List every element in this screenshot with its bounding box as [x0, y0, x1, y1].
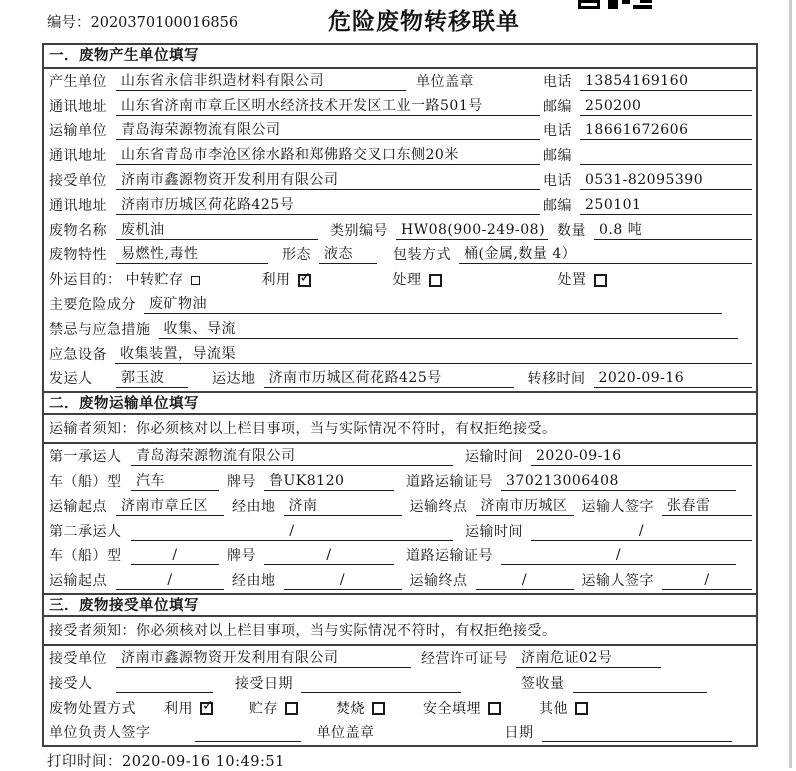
page-title: 危险废物转移联单: [328, 9, 520, 35]
option-label: 利用: [261, 272, 291, 289]
via-label: 经由地: [232, 573, 276, 590]
purpose-option-transfer-storage: [126, 272, 200, 289]
print-time-label: 打印时间：: [47, 754, 122, 770]
option-label: 中转贮存: [125, 272, 184, 289]
date-value: [542, 725, 732, 742]
address-label: 通讯地址: [49, 148, 107, 165]
plate-label: 牌号: [227, 473, 256, 490]
zip-value: [580, 148, 752, 165]
acceptor-value: [116, 676, 213, 693]
print-time-value: 2020-09-16 10:49:51: [122, 754, 285, 770]
destination-label: 运达地: [212, 371, 256, 388]
responsible-signature-value: [195, 725, 301, 742]
transport-unit-label: 运输单位: [49, 123, 107, 140]
accepting-unit-value: 济南市鑫源物资开发利用有限公司: [116, 650, 411, 668]
sender-value: 郭玉波: [116, 370, 188, 388]
carrier-signature-label: 运输人签字: [581, 498, 654, 515]
hazard-component-label: 主要危险成分: [49, 296, 136, 313]
emergency-equipment-row: [44, 342, 756, 367]
route-end-value: /: [476, 572, 574, 590]
responsible-signature-row: [44, 721, 756, 746]
zip-label: 邮编: [543, 148, 572, 165]
accept-date-value: [301, 676, 461, 693]
checkbox-icon: [488, 702, 501, 715]
section-2-header: 二．废物运输单位填写: [44, 391, 756, 415]
sender-row: [44, 367, 756, 392]
quantity-label: 数量: [557, 222, 586, 239]
qr-block: [640, 0, 652, 3]
first-carrier-row: [44, 444, 756, 469]
address-value: 济南市历城区荷花路425号: [116, 197, 540, 215]
vehicle-type-label: 车（船）型: [49, 548, 122, 565]
hazard-component-value: 废矿物油: [144, 296, 722, 314]
accept-date-label: 接受日期: [235, 675, 293, 692]
form-state-label: 形态: [282, 247, 311, 264]
acceptor-row: [44, 671, 756, 696]
qr-block: [622, 0, 630, 4]
accepting-unit-label: 接受单位: [49, 650, 107, 667]
permit-number-label: 经营许可证号: [421, 650, 508, 667]
unit-seal-label: 单位盖章: [316, 725, 375, 742]
zip-value: 250101: [580, 197, 752, 215]
checkbox-icon: [298, 274, 311, 287]
emergency-measures-value: 收集、导流: [159, 321, 739, 339]
phone-label: 电话: [543, 73, 572, 90]
waste-traits-row: [44, 243, 756, 268]
second-carrier-row: [44, 519, 756, 544]
zip-label: 邮编: [543, 98, 572, 115]
phone-label: 电话: [543, 172, 572, 189]
checkbox-icon: [285, 702, 298, 715]
route-start-label: 运输起点: [49, 498, 107, 515]
option-label: 处置: [557, 272, 587, 289]
route-end-label: 运输终点: [409, 573, 468, 590]
purpose-row: [44, 267, 756, 292]
packaging-value: 桶(金属,数量 4）: [459, 246, 752, 264]
vehicle-type-label: 车（船）型: [49, 473, 122, 490]
page-edge-line: [789, 0, 792, 768]
vehicle-2-row: [44, 544, 756, 569]
receiver-unit-row: [44, 168, 756, 193]
packaging-label: 包装方式: [393, 247, 451, 264]
address-value: 山东省济南市章丘区明水经济技术开发区工业一路501号: [116, 98, 540, 116]
address-label: 通讯地址: [49, 197, 107, 214]
emergency-equipment-value: 收集装置，导流渠: [115, 346, 752, 364]
section-1-header: 一．废物产生单位填写: [44, 45, 756, 69]
producer-unit-value: 山东省永信非织造材料有限公司: [116, 73, 406, 91]
hazard-component-row: [44, 292, 756, 317]
sender-label: 发运人: [49, 371, 93, 388]
transport-time-value: /: [531, 523, 752, 541]
option-label: 处理: [392, 272, 422, 289]
transfer-time-value: 2020-09-16: [594, 370, 753, 388]
checkbox-icon: [372, 702, 385, 715]
address-label: 通讯地址: [49, 98, 107, 115]
option-label: 贮存: [249, 700, 278, 717]
category-code-label: 类别编号: [330, 222, 388, 239]
purpose-label: 外运目的：: [49, 272, 122, 289]
quantity-value: 0.8 吨: [594, 222, 752, 240]
road-license-label: 道路运输证号: [406, 548, 493, 565]
accepting-unit-row: [44, 646, 756, 671]
purpose-option-utilize: [262, 272, 311, 289]
phone-value: 18661672606: [580, 122, 752, 140]
vehicle-1-row: [44, 469, 756, 494]
plate-value: 鲁UK8120: [264, 473, 394, 491]
address-value: 山东省青岛市李沧区徐水路和郑佛路交叉口东侧20米: [116, 147, 540, 165]
received-quantity-value: [573, 676, 707, 693]
checkbox-icon: [191, 276, 200, 285]
section-producer: [44, 45, 756, 391]
option-label: 安全填埋: [423, 700, 481, 717]
route-start-value: /: [116, 572, 224, 590]
route-end-label: 运输终点: [409, 498, 468, 515]
receiver-unit-label: 接受单位: [49, 172, 107, 189]
emergency-measures-row: [44, 317, 756, 342]
qr-code-fragment-icon: [578, 0, 654, 10]
transport-time-label: 运输时间: [465, 449, 523, 466]
producer-unit-label: 产生单位: [49, 73, 107, 90]
checkbox-icon: [200, 702, 213, 715]
waste-traits-label: 废物特性: [49, 247, 107, 264]
transfer-form-table: [42, 43, 758, 747]
emergency-equipment-label: 应急设备: [49, 346, 107, 363]
plate-label: 牌号: [227, 548, 256, 565]
transport-time-value: 2020-09-16: [531, 448, 752, 466]
disposal-option-incinerate: [336, 701, 385, 718]
transport-unit-row: [44, 119, 756, 144]
disposal-option-store: [249, 701, 298, 718]
category-code-value: HW08(900-249-08): [396, 222, 548, 240]
vehicle-type-value: 汽车: [131, 473, 219, 491]
form-number-value: 2020370100016856: [90, 15, 239, 31]
route-start-value: 济南市章丘区: [116, 498, 224, 516]
phone-label: 电话: [543, 123, 572, 140]
qr-block: [608, 0, 618, 9]
transfer-time-label: 转移时间: [527, 371, 586, 388]
road-license-value: /: [501, 547, 736, 565]
zip-value: 250200: [580, 98, 752, 116]
route-2-row: [44, 568, 756, 593]
route-end-value: 济南市历城区: [476, 498, 574, 516]
destination-value: 济南市历城区荷花路425号: [264, 370, 514, 388]
permit-number-value: 济南危证02号: [516, 650, 661, 668]
carrier-signature-value: 张春雷: [662, 498, 752, 516]
disposal-method-label: 废物处置方式: [49, 700, 136, 717]
receiver-notice: 接受者须知：你必须核对以上栏目事项，当与实际情况不符时，有权拒绝接受。: [44, 617, 756, 646]
transport-address-row: [44, 143, 756, 168]
carrier-signature-label: 运输人签字: [581, 573, 654, 590]
acceptor-label: 接受人: [49, 675, 93, 692]
option-label: 焚烧: [336, 700, 365, 717]
first-carrier-value: 青岛海荣源物流有限公司: [131, 448, 453, 466]
receiver-address-row: [44, 193, 756, 218]
via-value: 济南: [284, 498, 402, 516]
via-label: 经由地: [232, 498, 276, 515]
road-license-label: 道路运输证号: [406, 473, 493, 490]
checkbox-icon: [575, 702, 588, 715]
emergency-measures-label: 禁忌与应急措施: [49, 321, 151, 338]
disposal-option-other: [539, 701, 588, 718]
plate-value: /: [264, 547, 394, 565]
first-carrier-label: 第一承运人: [49, 449, 122, 466]
route-start-label: 运输起点: [49, 573, 107, 590]
option-label: 利用: [164, 700, 193, 717]
second-carrier-value: /: [131, 523, 453, 541]
waste-traits-value: 易燃性,毒性: [116, 246, 268, 264]
disposal-option-landfill: [423, 701, 501, 718]
section-transporter: [44, 391, 756, 593]
purpose-option-dispose: [558, 272, 607, 289]
unit-seal-label: 单位盖章: [416, 73, 474, 90]
checkbox-icon: [594, 274, 607, 287]
form-state-value: 液态: [319, 246, 377, 264]
receiver-unit-value: 济南市鑫源物资开发利用有限公司: [116, 172, 540, 190]
road-license-value: 370213006408: [501, 473, 736, 491]
transport-time-label: 运输时间: [465, 523, 523, 540]
via-value: /: [284, 572, 402, 590]
vehicle-type-value: /: [131, 547, 219, 565]
option-label: 其他: [539, 700, 568, 717]
waste-name-row: [44, 218, 756, 243]
form-number: [47, 11, 238, 32]
section-3-header: 三．废物接受单位填写: [44, 593, 756, 617]
phone-value: 0531-82095390: [580, 172, 752, 190]
form-number-label: 编号：: [47, 15, 91, 31]
producer-unit-row: [44, 69, 756, 94]
purpose-option-treat: [393, 272, 442, 289]
phone-value: 13854169160: [580, 73, 752, 91]
second-carrier-label: 第二承运人: [49, 523, 122, 540]
received-quantity-label: 签收量: [521, 675, 565, 692]
disposal-method-row: [44, 696, 756, 721]
waste-name-value: 废机油: [116, 222, 318, 240]
carrier-signature-value: /: [662, 572, 752, 590]
route-1-row: [44, 494, 756, 519]
transporter-notice: 运输者须知：你必须核对以上栏目事项，当与实际情况不符时，有权拒绝接受。: [44, 415, 756, 444]
section-receiver: [44, 593, 756, 745]
qr-block: [578, 0, 600, 9]
waste-name-label: 废物名称: [49, 222, 107, 239]
date-label: 日期: [504, 725, 534, 742]
zip-label: 邮编: [543, 197, 572, 214]
producer-address-row: [44, 94, 756, 119]
qr-block: [633, 5, 652, 9]
responsible-signature-label: 单位负责人签字: [49, 725, 151, 742]
checkbox-icon: [429, 274, 442, 287]
disposal-option-utilize: [164, 701, 213, 718]
transport-unit-value: 青岛海荣源物流有限公司: [116, 122, 540, 140]
